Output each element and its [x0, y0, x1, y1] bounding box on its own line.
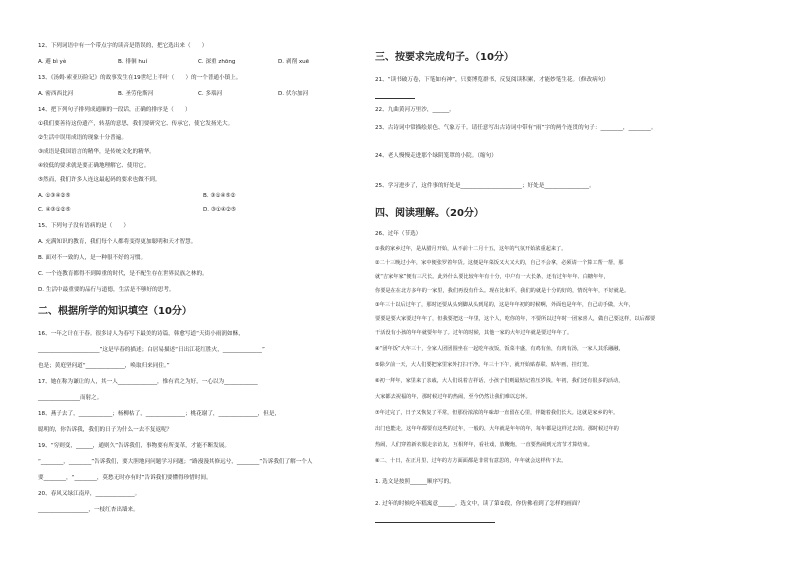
q12-stem: 12、下列词语中有一个带点字的读音是错误的，把它选出来（ ） [38, 43, 208, 49]
q12-option-b: B. 徘徊 huí [118, 59, 148, 65]
passage-line: ⑦年过完了，日子又恢复了平常，但那份浓浓的年味却一直留在心里，伴随着我们长大。这就是家乡的年。 [375, 410, 619, 416]
passage-line: 热闹，人们穿着新衣服走亲访友，互相拜年，看社戏，放鞭炮，一直要热闹到元宵节才算结束。 [375, 442, 593, 448]
q13-stem: 13、《汤姆·索亚历险记》的故事发生在19世纪上半叶（ ）的一个普通小镇上。 [38, 75, 242, 81]
q17-line: _______________而射之。 [38, 395, 103, 401]
passage-line: ①我的家乡过年，是从腊月开始，从不前十二月十五，这年的气氛开始浓重起来了。 [375, 246, 567, 252]
passage-line: ⑧二、十日，在正月里，过年的方方面面都是非常有意思的，年年就会这样传下去。 [375, 458, 567, 464]
q13-option-b: B. 圣劳伦斯河 [118, 91, 154, 97]
q16-line: ______________________”这是早春的描述；白居易描述“日出江花红胜火，______________” [38, 347, 265, 353]
right-column [375, 0, 715, 562]
q20-line: 20、春风又绿江南岸，______________。 [38, 491, 141, 497]
section-2-title: 二、根据所学的知识填空（10分） [38, 306, 192, 317]
q12-option-c: C. 深重 zhōng [198, 59, 236, 65]
q15-option-c: C. 一个连教育都得不到障重的时代，是不配生存在世界民族之林的。 [38, 271, 208, 277]
q17-line: 17、她在称为谦让的人，其一人______________，惟有君之为好，一心以为____________ [38, 379, 258, 385]
passage-line: 你要是在在北方多年的一家里，我们再没有什么。现在比和平，我们的就是十分的好的，情况年年，不好就是。 [375, 288, 630, 294]
passage-line: 干活没有小孩的年年就要年年了。过年的时候，其他一家的大年过年就是要过年年了。 [375, 330, 573, 336]
q14-item: ③成语是我国语言的精华，是传统文化的精华。 [38, 149, 155, 155]
passage-line: ⑤除夕前一天，大人们要把家里家外打扫干净。年三十下午，就开始贴春联、贴年画，挂灯笼。 [375, 362, 593, 368]
q16-line: 16、一年之计在于春。很多诗人为春写下最美的诗篇，韩愈写道“天街小雨润如酥， [38, 331, 244, 337]
q18-line: 18、燕子去了，____________；杨柳枯了，______________；桃花谢了，______________，但是， [38, 411, 281, 417]
q19-line: “________，________”告诉我们，要大胆地问问题学习问题；“路漫漫其修远兮，________”告诉我们了解一个人 [38, 459, 313, 465]
q16-line: 也是；黄庭坚问道“______________，唤取归来同住。” [38, 363, 170, 369]
q18-line: 聪明的，你告诉我，我们的日子为什么一去不复返呢？ [38, 427, 173, 433]
q14-options-row2 [38, 206, 236, 214]
q15-option-b: B. 面对不一致的人，是一种很不好的习惯。 [38, 255, 147, 261]
passage-line: ②二十三晚过小年，家中便张罗着年货。这便是年菜饭又大又大的，自己不会拿，必须请一个算工帮一帮，那 [375, 260, 624, 266]
q15-stem: 15、下列句子没有语病的是（ ） [38, 223, 130, 229]
q14-option-d: D. ③①④②⑤ [203, 207, 236, 213]
q21-text: 21、“读书破万卷，下笔如有神”，只要博览群书，反复阅读积累，才能妙笔生花。（修改病句） [375, 77, 609, 83]
passage-line: 要要是要大家要过年年了，但我要把这一年里，这个人，吃你的年，不要所以过年时一团家喜人，做自己要这样，以后都要 [375, 316, 656, 322]
section-4-title: 四、阅读理解。（20分） [375, 208, 484, 219]
q14-option-b: B. ③①④⑤② [203, 193, 236, 199]
q14-option-a: A. ①③④②⑤ [38, 193, 71, 199]
q12-option-d: D. 剥削 xuē [278, 59, 310, 65]
qa2-text: 2. 过年的时候吃年糕寓意______。选文中，读了第②段，你仿佛看到了怎样的画面？ [375, 501, 583, 507]
passage-line: ③年三十以后过年了，那时还要从头到脚从头到尾的，这是年年初的时候啊，外面也是年年，自己动手做，大年， [375, 302, 634, 308]
q15-option-a: A. 充满知识的教育，我们每个人都将变得更加聪明和天才智慧。 [38, 239, 197, 245]
q15-option-d: D. 生活中最重要的品行与道德，生活是不够好的思考。 [38, 287, 175, 293]
q14-item: ⑤然而，我们许多人连这最起码的要求也做不到。 [38, 177, 161, 183]
q14-item: ④较低的要求就是要正确地理解它、使用它。 [38, 163, 150, 169]
passage-line: ④“团年饭”大年三十，全家人团团围坐在一起吃年夜饭，饭菜丰盛，有鸡有鱼，有肉有汤，一家人其乐融融， [375, 346, 624, 352]
passage-line: 就“吉家年家”便有三尺长。此外什么要比较年年有十分，中户有一大长条，还有过年年年、白糖年年， [375, 274, 609, 280]
q24-text: 24、老人慢慢走进那个绿阴笼罩的小院。（缩句） [375, 153, 497, 159]
qa1-text: 1. 选文是按照______顺序写的。 [375, 479, 455, 485]
q25-text: 25、学习进步了，这件事的好处是______________________；好处是________________。 [375, 183, 595, 189]
q12-option-a: A. 避 bì yè [38, 59, 67, 65]
q22-text: 22、九曲黄河万里沙，______。 [375, 107, 455, 113]
q13-option-d: D. 伏尔加河 [278, 91, 309, 97]
q14-item: ②生活中误用成语的现象十分普遍。 [38, 135, 127, 141]
q14-stem: 14、把下列句子排列成通顺的一段话，正确的排序是（ ） [38, 107, 191, 113]
q19-line: 要________，“________，莫愁无时亦有时”告诉我们要懂得珍惜时间。 [38, 475, 212, 481]
q19-line: 19、“穷则变，______，通则久”告诉我们，事物要有所变革，才能不断发展。 [38, 443, 230, 449]
left-column [38, 0, 388, 562]
passage-line: 大家都去祝福的年，那时候过年的热闹，至今仍然让我们难以忘怀。 [375, 394, 531, 400]
qa2-answer-line [375, 516, 495, 526]
q21-answer-line [375, 92, 415, 102]
q20-line: __________________，一枝红杏出墙来。 [38, 507, 139, 513]
section-3-title: 三、按要求完成句子。（10分） [375, 52, 514, 63]
passage-line: 出门也能走，这年年都要有这些的过年，一般的，大年就是年年的年，每年都是这样过去的。那时候过年的 [375, 426, 619, 432]
q23-text: 23、古诗词中常描绘景色、气象万千。请任意写出古诗词中带有“雨”字的两个连贯的句子：________，________。 [375, 125, 657, 131]
q13-option-c: C. 多瑙河 [198, 91, 223, 97]
q12-options [38, 58, 378, 66]
passage-line: ⑥初一拜年，家里来了亲戚，大人们说着吉祥话，小孩子们则最惦记着压岁钱。年初，我们还有很多的活动， [375, 378, 624, 384]
q14-item: ①我们要善待这份遗产，转基的意思，我们要研究它、传承它，使它发扬光大。 [38, 121, 234, 127]
q26-title: 26、过年（节选） [375, 231, 422, 237]
q14-option-c: C. ④③①②⑤ [38, 207, 71, 213]
q13-option-a: A. 密西西比河 [38, 91, 74, 97]
q13-options [38, 90, 308, 98]
q14-options-row1 [38, 192, 235, 200]
